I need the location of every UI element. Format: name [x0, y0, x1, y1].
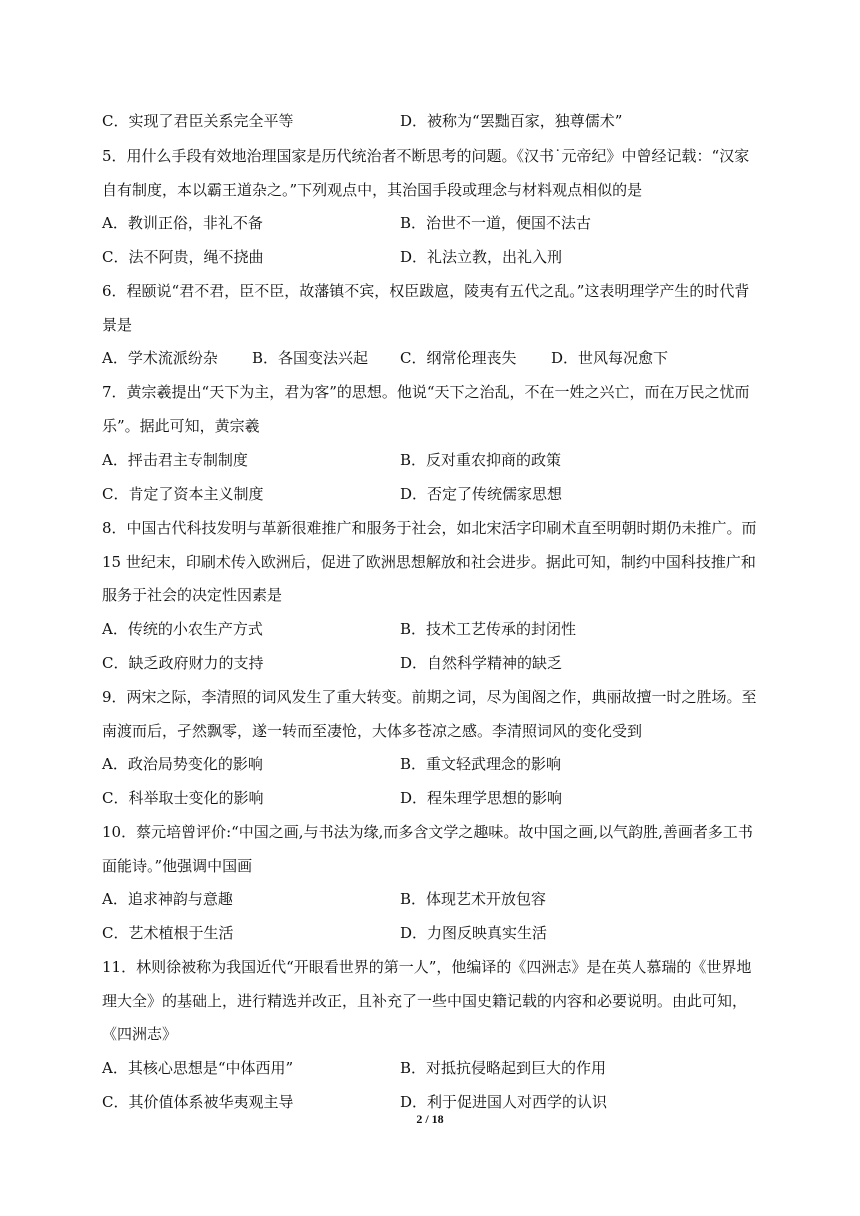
q5-option-c: C．法不阿贵，绳不挠曲: [102, 248, 264, 266]
q9-option-c: C．科举取士变化的影响: [102, 789, 264, 807]
q4-option-c: C．实现了君臣关系完全平等: [102, 112, 294, 130]
q6-option-d: D．世风每况愈下: [551, 349, 669, 367]
q11-stem-line3: 《四洲志》: [102, 1025, 178, 1043]
q9-stem-line2: 南渡而后，孑然飘零，遂一转而至凄怆，大体多苍凉之感。李清照词风的变化受到: [102, 722, 643, 740]
q11-stem-line2: 理大全》的基础上，进行精选并改正，且补充了一些中国史籍记载的内容和必要说明。由此可知，: [102, 992, 748, 1010]
q8-stem-line2: 15 世纪末，印刷术传入欧洲后，促进了欧洲思想解放和社会进步。据此可知，制约中国科技推广和: [102, 553, 756, 571]
q11-option-d: D．利于促进国人对西学的认识: [400, 1093, 608, 1111]
q4-option-d: D．被称为“罢黜百家，独尊儒术”: [400, 112, 623, 130]
q7-stem-line2: 乐”。据此可知，黄宗羲: [102, 417, 260, 435]
q5-option-b: B．治世不一道，便国不法古: [400, 214, 592, 232]
q5-option-a: A．教训正俗，非礼不备: [102, 214, 263, 232]
q10-option-c: C．艺术植根于生活: [102, 924, 234, 942]
q11-option-b: B．对抵抗侵略起到巨大的作用: [400, 1059, 607, 1077]
q11-option-c: C．其价值体系被华夷观主导: [102, 1093, 294, 1111]
q8-stem-line3: 服务于社会的决定性因素是: [102, 586, 283, 604]
q6-option-c: C．纲常伦理丧失: [400, 349, 517, 367]
q8-option-c: C．缺乏政府财力的支持: [102, 654, 264, 672]
q6-option-b: B．各国变法兴起: [252, 349, 369, 367]
q8-option-d: D．自然科学精神的缺乏: [400, 654, 563, 672]
q10-stem-line1: 10．蔡元培曾评价:“中国之画,与书法为缘,而多含文学之趣味。故中国之画,以气韵胜,善画者多工书: [102, 823, 753, 841]
q5-option-d: D．礼法立教，出礼入刑: [400, 248, 563, 266]
q9-stem-line1: 9．两宋之际，李清照的词风发生了重大转变。前期之词，尽为闺阁之作，典丽故擅一时之胜场。至: [102, 688, 757, 706]
q7-stem-line1: 7．黄宗羲提出“天下为主，君为客”的思想。他说“天下之治乱，不在一姓之兴亡，而在万民之忧而: [102, 383, 750, 401]
q7-option-a: A．抨击君主专制制度: [102, 451, 248, 469]
q7-option-c: C．肯定了资本主义制度: [102, 485, 264, 503]
q8-option-b: B．技术工艺传承的封闭性: [400, 620, 577, 638]
q7-option-b: B．反对重农抑商的政策: [400, 451, 562, 469]
q9-option-d: D．程朱理学思想的影响: [400, 789, 563, 807]
q8-stem-line1: 8．中国古代科技发明与革新很难推广和服务于社会，如北宋活字印刷术直至明朝时期仍未推广。而: [102, 519, 757, 537]
q10-option-a: A．追求神韵与意趣: [102, 890, 233, 908]
q10-option-b: B．体现艺术开放包容: [400, 890, 547, 908]
q9-option-a: A．政治局势变化的影响: [102, 755, 263, 773]
q7-option-d: D．否定了传统儒家思想: [400, 485, 563, 503]
q11-stem-line1: 11．林则徐被称为我国近代“开眼看世界的第一人”，他编译的《四洲志》是在英人慕瑞的《世界地: [102, 958, 752, 976]
q6-stem-line2: 景是: [102, 316, 133, 334]
q5-stem-line1: 5．用什么手段有效地治理国家是历代统治者不断思考的问题。《汉书˙元帝纪》中曾经记载：“汉家: [102, 147, 750, 165]
q10-option-d: D．力图反映真实生活: [400, 924, 548, 942]
q6-stem-line1: 6．程颐说“君不君，臣不臣，故藩镇不宾，权臣跋扈，陵夷有五代之乱。”这表明理学产生的时代背: [102, 282, 750, 300]
q10-stem-line2: 面能诗。”他强调中国画: [102, 857, 253, 875]
q11-option-a: A．其核心思想是“中体西用”: [102, 1059, 294, 1077]
q8-option-a: A．传统的小农生产方式: [102, 620, 263, 638]
q9-option-b: B．重文轻武理念的影响: [400, 755, 562, 773]
q5-stem-line2: 自有制度，本以霸王道杂之。”下列观点中，其治国手段或理念与材料观点相似的是: [102, 181, 643, 199]
q6-option-a: A．学术流派纷杂: [102, 349, 218, 367]
page-number: 2 / 18: [416, 1112, 444, 1126]
